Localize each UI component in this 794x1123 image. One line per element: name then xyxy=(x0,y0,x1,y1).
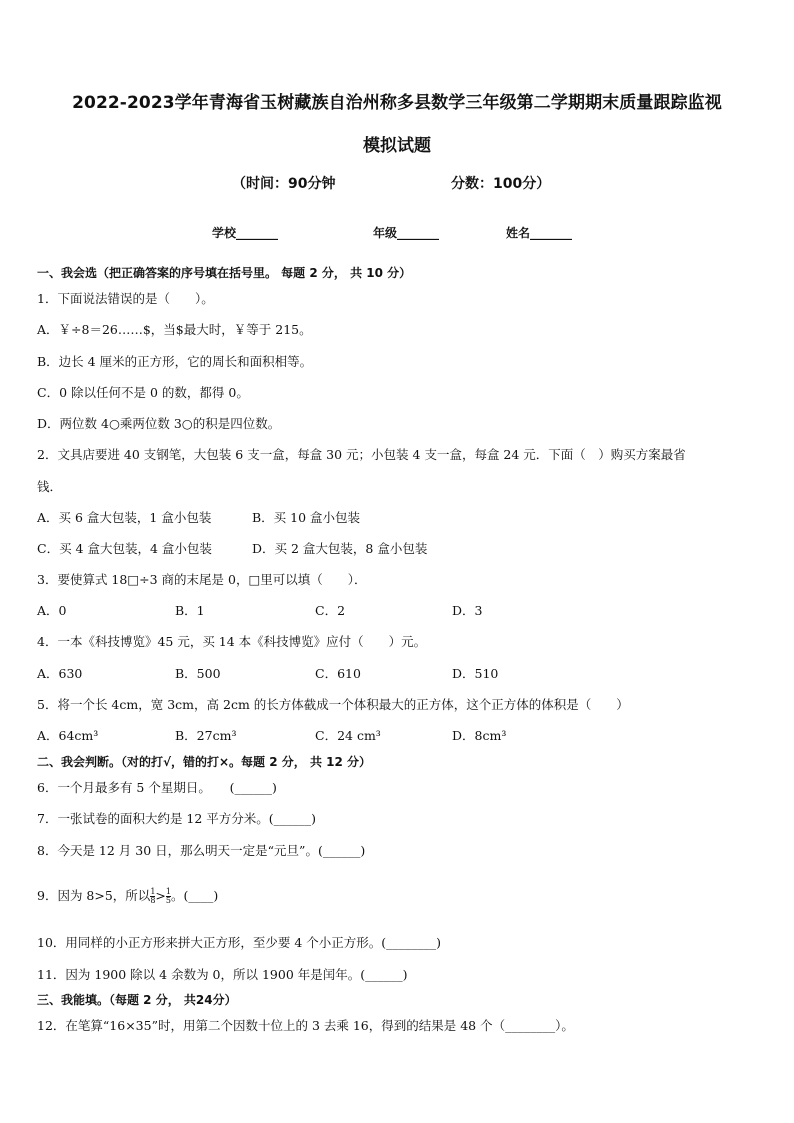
question-11: 11．因为 1900 除以 4 余数为 0，所以 1900 年是闰年。(______) xyxy=(37,967,408,982)
section-2-heading: 二、我会判断。（对的打√，错的打×。每题 2 分， 共 12 分） xyxy=(37,755,371,769)
question-2-option-a: A．买 6 盒大包装，1 盒小包装 xyxy=(37,510,212,525)
question-2-option-c: C．买 4 盒大包装，4 盒小包装 xyxy=(37,541,212,556)
question-2-line-1: 2．文具店要进 40 支钢笔，大包装 6 支一盒，每盒 30 元；小包装 4 支一盒，每盒 24 元．下面（ ）购买方案最省 xyxy=(37,447,686,462)
question-3: 3．要使算式 18□÷3 商的末尾是 0，□里可以填（ ）． xyxy=(37,572,367,587)
school-field[interactable]: 学校_______ xyxy=(212,226,279,240)
title-line-2: 模拟试题 xyxy=(363,136,431,156)
question-12: 12．在笔算“16×35”时，用第二个因数十位上的 3 去乘 16，得到的结果是 48 个（________）。 xyxy=(37,1018,574,1033)
grade-field[interactable]: 年级_______ xyxy=(373,226,440,240)
title-line-1: 2022-2023学年青海省玉树藏族自治州称多县数学三年级第二学期期末质量跟踪监视 xyxy=(72,93,722,113)
question-3-option-c: C．2 xyxy=(315,603,346,618)
question-5-option-a: A．64cm³ xyxy=(37,728,99,743)
question-3-option-b: B．1 xyxy=(175,603,205,618)
exam-time: （时间：90分钟 xyxy=(232,176,336,192)
question-3-option-a: A．0 xyxy=(37,603,67,618)
question-1-option-a: A．￥÷8＝26……$，当$最大时，￥等于 215。 xyxy=(37,322,312,337)
question-5-option-d: D．8cm³ xyxy=(452,728,507,743)
greater-than-sign: > xyxy=(155,888,166,903)
question-4-option-d: D．510 xyxy=(452,666,499,681)
question-2-option-d: D．买 2 盒大包装，8 盒小包装 xyxy=(252,541,428,556)
question-1: 1．下面说法错误的是（ ）。 xyxy=(37,291,214,306)
question-4-option-c: C．610 xyxy=(315,666,361,681)
question-7: 7．一张试卷的面积大约是 12 平方分米。(______) xyxy=(37,811,317,826)
question-8: 8．今天是 12 月 30 日，那么明天一定是“元旦”。(______) xyxy=(37,843,366,858)
exam-score: 分数：100分） xyxy=(451,176,551,192)
question-10: 10．用同样的小正方形来拼大正方形，至少要 4 个小正方形。(________) xyxy=(37,935,442,950)
question-4-option-a: A．630 xyxy=(37,666,83,681)
question-6: 6．一个月最多有 5 个星期日。 (______) xyxy=(37,780,277,795)
question-4-option-b: B．500 xyxy=(175,666,221,681)
question-2-option-b: B．买 10 盒小包装 xyxy=(252,510,361,525)
question-9-prefix: 9．因为 8>5，所以 xyxy=(37,888,151,903)
fraction-denominator: 5 xyxy=(165,896,171,905)
name-field[interactable]: 姓名_______ xyxy=(506,226,573,240)
question-3-option-d: D．3 xyxy=(452,603,483,618)
fraction-numerator: 1 xyxy=(165,887,171,896)
fraction-numerator: 1 xyxy=(150,887,156,896)
section-1-heading: 一、我会选（把正确答案的序号填在括号里。 每题 2 分， 共 10 分） xyxy=(37,266,412,280)
question-2-line-2: 钱． xyxy=(37,479,63,494)
question-5-option-b: B．27cm³ xyxy=(175,728,237,743)
question-4: 4．一本《科技博览》45 元，买 14 本《科技博览》应付（ ）元。 xyxy=(37,634,427,649)
fraction-denominator: 8 xyxy=(150,896,156,905)
question-5: 5．将一个长 4cm，宽 3cm，高 2cm 的长方体截成一个体积最大的正方体，这个正方体的体积是（ ） xyxy=(37,697,629,712)
question-1-option-b: B．边长 4 厘米的正方形，它的周长和面积相等。 xyxy=(37,354,313,369)
question-1-option-c: C．0 除以任何不是 0 的数，都得 0。 xyxy=(37,385,249,400)
question-1-option-d: D．两位数 4○乘两位数 3○的积是四位数。 xyxy=(37,416,281,431)
section-3-heading: 三、我能填。（每题 2 分， 共24分） xyxy=(37,993,237,1007)
question-5-option-c: C．24 cm³ xyxy=(315,728,381,743)
question-9 xyxy=(37,888,777,905)
question-9-suffix: 。(____) xyxy=(170,888,219,903)
